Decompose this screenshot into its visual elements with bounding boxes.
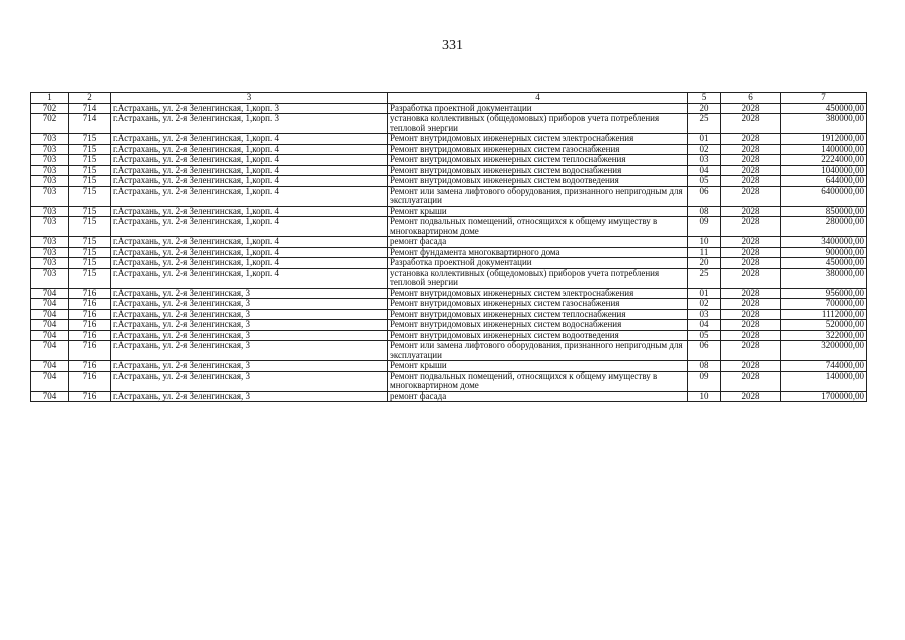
cost-cell: 380000,00 [781,268,867,288]
work-type-cell: установка коллективных (общедомовых) приборов учета потребления тепловой энергии [388,268,688,288]
cost-cell: 3200000,00 [781,341,867,361]
year-cell: 2028 [721,247,781,258]
row-number-cell: 704 [31,309,69,320]
row-number-cell: 703 [31,247,69,258]
header-row [31,93,867,104]
work-type-cell: Ремонт или замена лифтового оборудования, признанного непригодным для эксплуатации [388,341,688,361]
work-code-cell: 20 [688,258,721,269]
work-code-cell: 09 [688,371,721,391]
object-number-cell: 715 [69,144,111,155]
work-type-cell: Ремонт или замена лифтового оборудования, признанного непригодным для эксплуатации [388,186,688,206]
work-type-cell: ремонт фасада [388,391,688,402]
row-number-cell: 703 [31,176,69,187]
year-cell: 2028 [721,114,781,134]
work-code-cell: 03 [688,155,721,166]
address-cell: г.Астрахань, ул. 2-я Зеленгинская, 1,корп. 4 [111,155,388,166]
address-cell: г.Астрахань, ул. 2-я Зеленгинская, 1,корп. 4 [111,186,388,206]
table-row [31,237,867,248]
table-row [31,309,867,320]
work-code-cell: 10 [688,391,721,402]
year-cell: 2028 [721,391,781,402]
work-type-cell: Ремонт внутридомовых инженерных систем водоотведения [388,176,688,187]
cost-cell: 700000,00 [781,299,867,310]
row-number-cell: 703 [31,186,69,206]
column-header-2: 2 [69,93,111,104]
row-number-cell: 704 [31,320,69,331]
object-number-cell: 715 [69,268,111,288]
object-number-cell: 715 [69,186,111,206]
work-type-cell: Ремонт внутридомовых инженерных систем газоснабжения [388,299,688,310]
year-cell: 2028 [721,165,781,176]
object-number-cell: 716 [69,371,111,391]
row-number-cell: 704 [31,391,69,402]
row-number-cell: 703 [31,165,69,176]
cost-cell: 744000,00 [781,361,867,372]
table-row [31,391,867,402]
work-type-cell: Ремонт внутридомовых инженерных систем газоснабжения [388,144,688,155]
address-cell: г.Астрахань, ул. 2-я Зеленгинская, 1,корп. 4 [111,237,388,248]
table-row [31,320,867,331]
work-type-cell: Ремонт внутридомовых инженерных систем водоснабжения [388,165,688,176]
year-cell: 2028 [721,268,781,288]
table-body [31,103,867,402]
work-code-cell: 25 [688,114,721,134]
column-header-6: 6 [721,93,781,104]
work-code-cell: 04 [688,165,721,176]
cost-cell: 3400000,00 [781,237,867,248]
table-row [31,341,867,361]
work-code-cell: 08 [688,206,721,217]
row-number-cell: 703 [31,237,69,248]
work-type-cell: Ремонт внутридомовых инженерных систем электроснабжения [388,134,688,145]
table-row [31,217,867,237]
table-row [31,206,867,217]
address-cell: г.Астрахань, ул. 2-я Зеленгинская, 1,корп. 4 [111,144,388,155]
work-code-cell: 25 [688,268,721,288]
year-cell: 2028 [721,309,781,320]
cost-cell: 1040000,00 [781,165,867,176]
year-cell: 2028 [721,206,781,217]
row-number-cell: 704 [31,341,69,361]
table-row [31,288,867,299]
work-code-cell: 01 [688,134,721,145]
work-type-cell: Разработка проектной документации [388,103,688,114]
year-cell: 2028 [721,320,781,331]
row-number-cell: 703 [31,217,69,237]
table-row [31,268,867,288]
year-cell: 2028 [721,103,781,114]
work-code-cell: 05 [688,176,721,187]
address-cell: г.Астрахань, ул. 2-я Зеленгинская, 1,корп. 4 [111,268,388,288]
year-cell: 2028 [721,134,781,145]
row-number-cell: 704 [31,361,69,372]
cost-cell: 380000,00 [781,114,867,134]
work-type-cell: Ремонт крыши [388,361,688,372]
work-code-cell: 10 [688,237,721,248]
cost-cell: 450000,00 [781,258,867,269]
address-cell: г.Астрахань, ул. 2-я Зеленгинская, 3 [111,371,388,391]
address-cell: г.Астрахань, ул. 2-я Зеленгинская, 1,корп. 4 [111,165,388,176]
page-number: 331 [442,38,463,53]
address-cell: г.Астрахань, ул. 2-я Зеленгинская, 1,корп. 4 [111,217,388,237]
table-row [31,361,867,372]
address-cell: г.Астрахань, ул. 2-я Зеленгинская, 1,корп. 4 [111,206,388,217]
object-number-cell: 715 [69,176,111,187]
table-row [31,247,867,258]
work-type-cell: Ремонт внутридомовых инженерных систем водоотведения [388,330,688,341]
object-number-cell: 715 [69,165,111,176]
table-row [31,330,867,341]
column-header-7: 7 [781,93,867,104]
row-number-cell: 704 [31,299,69,310]
object-number-cell: 715 [69,155,111,166]
row-number-cell: 703 [31,144,69,155]
row-number-cell: 702 [31,103,69,114]
work-code-cell: 06 [688,341,721,361]
address-cell: г.Астрахань, ул. 2-я Зеленгинская, 1,корп. 4 [111,247,388,258]
year-cell: 2028 [721,258,781,269]
row-number-cell: 704 [31,288,69,299]
year-cell: 2028 [721,155,781,166]
work-type-cell: Ремонт крыши [388,206,688,217]
column-header-4: 4 [388,93,688,104]
year-cell: 2028 [721,330,781,341]
table-row [31,299,867,310]
table-row [31,144,867,155]
cost-cell: 644000,00 [781,176,867,187]
work-code-cell: 05 [688,330,721,341]
address-cell: г.Астрахань, ул. 2-я Зеленгинская, 3 [111,391,388,402]
work-code-cell: 03 [688,309,721,320]
work-type-cell: Ремонт внутридомовых инженерных систем водоснабжения [388,320,688,331]
address-cell: г.Астрахань, ул. 2-я Зеленгинская, 3 [111,341,388,361]
work-code-cell: 04 [688,320,721,331]
cost-cell: 322000,00 [781,330,867,341]
address-cell: г.Астрахань, ул. 2-я Зеленгинская, 3 [111,288,388,299]
registry-table [30,92,867,402]
object-number-cell: 715 [69,258,111,269]
cost-cell: 956000,00 [781,288,867,299]
address-cell: г.Астрахань, ул. 2-я Зеленгинская, 1,корп. 3 [111,103,388,114]
object-number-cell: 715 [69,206,111,217]
object-number-cell: 716 [69,341,111,361]
work-code-cell: 08 [688,361,721,372]
row-number-cell: 702 [31,114,69,134]
row-number-cell: 704 [31,330,69,341]
column-header-1: 1 [31,93,69,104]
cost-cell: 280000,00 [781,217,867,237]
object-number-cell: 716 [69,320,111,331]
cost-cell: 850000,00 [781,206,867,217]
work-code-cell: 11 [688,247,721,258]
year-cell: 2028 [721,288,781,299]
cost-cell: 520000,00 [781,320,867,331]
work-type-cell: Ремонт подвальных помещений, относящихся к общему имуществу в многоквартирном доме [388,217,688,237]
object-number-cell: 715 [69,134,111,145]
object-number-cell: 716 [69,391,111,402]
cost-cell: 2224000,00 [781,155,867,166]
table-row [31,103,867,114]
column-header-5: 5 [688,93,721,104]
work-type-cell: установка коллективных (общедомовых) приборов учета потребления тепловой энергии [388,114,688,134]
address-cell: г.Астрахань, ул. 2-я Зеленгинская, 1,корп. 4 [111,258,388,269]
row-number-cell: 703 [31,155,69,166]
work-type-cell: ремонт фасада [388,237,688,248]
table-row [31,114,867,134]
address-cell: г.Астрахань, ул. 2-я Зеленгинская, 3 [111,299,388,310]
table-row [31,176,867,187]
year-cell: 2028 [721,341,781,361]
cost-cell: 1400000,00 [781,144,867,155]
cost-cell: 1912000,00 [781,134,867,145]
year-cell: 2028 [721,299,781,310]
table-row [31,258,867,269]
object-number-cell: 715 [69,217,111,237]
object-number-cell: 715 [69,237,111,248]
work-code-cell: 20 [688,103,721,114]
cost-cell: 6400000,00 [781,186,867,206]
work-type-cell: Ремонт внутридомовых инженерных систем теплоснабжения [388,155,688,166]
year-cell: 2028 [721,237,781,248]
work-code-cell: 06 [688,186,721,206]
object-number-cell: 714 [69,103,111,114]
row-number-cell: 703 [31,258,69,269]
object-number-cell: 716 [69,361,111,372]
work-type-cell: Ремонт фундамента многоквартирного дома [388,247,688,258]
address-cell: г.Астрахань, ул. 2-я Зеленгинская, 1,корп. 4 [111,176,388,187]
address-cell: г.Астрахань, ул. 2-я Зеленгинская, 3 [111,320,388,331]
work-type-cell: Разработка проектной документации [388,258,688,269]
row-number-cell: 703 [31,268,69,288]
table-row [31,134,867,145]
year-cell: 2028 [721,176,781,187]
object-number-cell: 715 [69,247,111,258]
address-cell: г.Астрахань, ул. 2-я Зеленгинская, 3 [111,309,388,320]
address-cell: г.Астрахань, ул. 2-я Зеленгинская, 1,корп. 3 [111,114,388,134]
object-number-cell: 716 [69,330,111,341]
work-code-cell: 09 [688,217,721,237]
cost-cell: 140000,00 [781,371,867,391]
work-code-cell: 01 [688,288,721,299]
table-row [31,371,867,391]
year-cell: 2028 [721,361,781,372]
object-number-cell: 716 [69,309,111,320]
row-number-cell: 703 [31,206,69,217]
work-type-cell: Ремонт подвальных помещений, относящихся к общему имуществу в многоквартирном доме [388,371,688,391]
work-code-cell: 02 [688,299,721,310]
row-number-cell: 703 [31,134,69,145]
year-cell: 2028 [721,186,781,206]
cost-cell: 900000,00 [781,247,867,258]
object-number-cell: 716 [69,288,111,299]
work-type-cell: Ремонт внутридомовых инженерных систем электроснабжения [388,288,688,299]
cost-cell: 1700000,00 [781,391,867,402]
table-row [31,165,867,176]
work-code-cell: 02 [688,144,721,155]
object-number-cell: 716 [69,299,111,310]
table-row [31,155,867,166]
row-number-cell: 704 [31,371,69,391]
cost-cell: 450000,00 [781,103,867,114]
address-cell: г.Астрахань, ул. 2-я Зеленгинская, 1,корп. 4 [111,134,388,145]
year-cell: 2028 [721,144,781,155]
year-cell: 2028 [721,217,781,237]
object-number-cell: 714 [69,114,111,134]
address-cell: г.Астрахань, ул. 2-я Зеленгинская, 3 [111,361,388,372]
year-cell: 2028 [721,371,781,391]
cost-cell: 1112000,00 [781,309,867,320]
address-cell: г.Астрахань, ул. 2-я Зеленгинская, 3 [111,330,388,341]
column-header-3: 3 [111,93,388,104]
table-row [31,186,867,206]
work-type-cell: Ремонт внутридомовых инженерных систем теплоснабжения [388,309,688,320]
